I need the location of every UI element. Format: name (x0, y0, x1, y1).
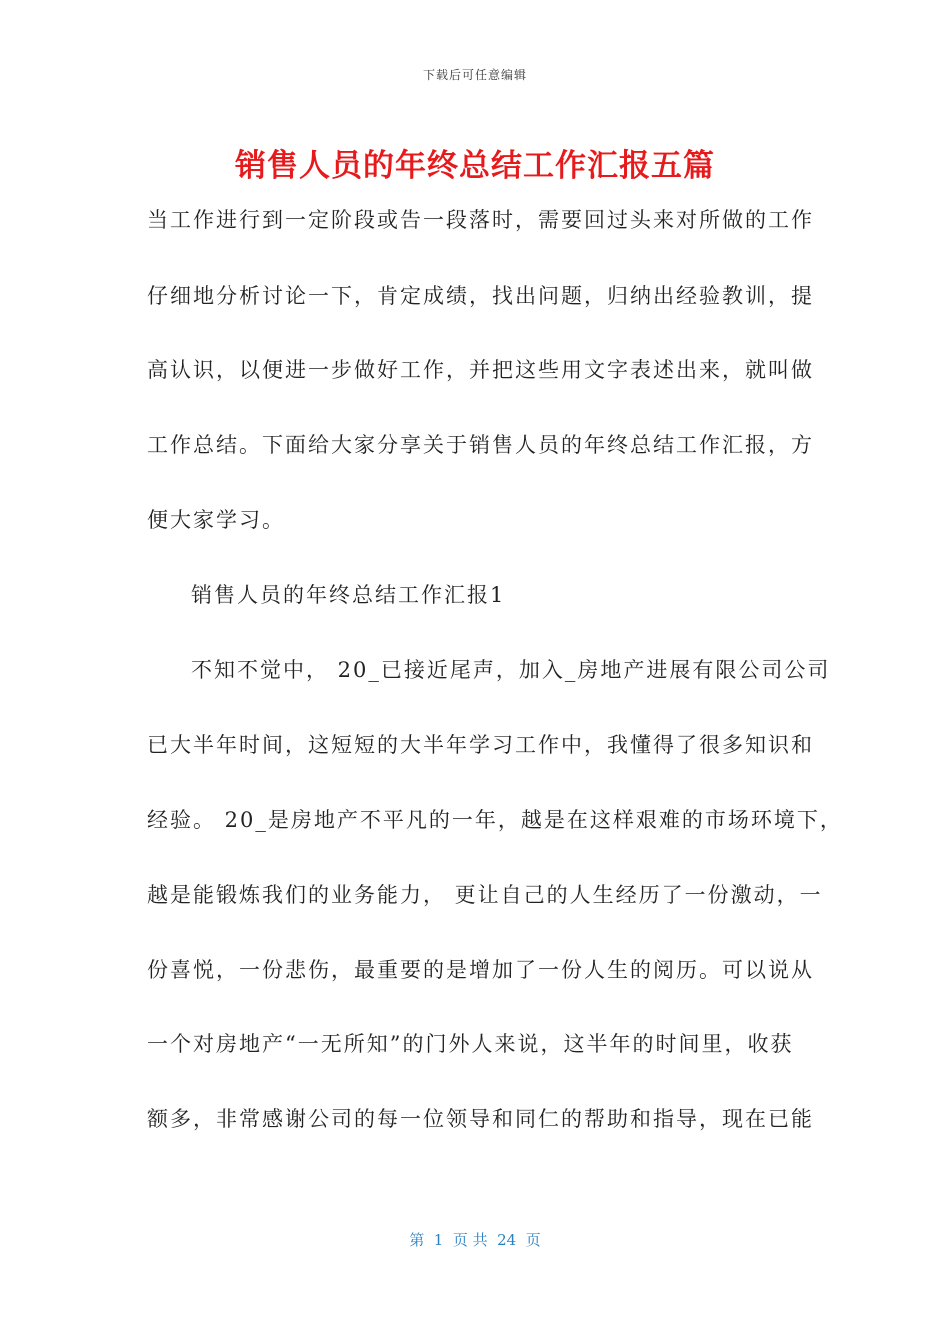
document-title: 销售人员的年终总结工作汇报五篇 (235, 148, 715, 184)
body-line: 越是能锻炼我们的业务能力， 更让自己的人生经历了一份激动，一 (147, 883, 823, 907)
body-line: 工作总结。下面给大家分享关于销售人员的年终总结工作汇报，方 (147, 433, 814, 457)
body-line: 已大半年时间，这短短的大半年学习工作中，我懂得了很多知识和 (147, 733, 814, 757)
body-line: 便大家学习。 (147, 508, 285, 532)
body-line: 不知不觉中， 20_已接近尾声，加入_房地产进展有限公司公司 (191, 658, 831, 682)
section-heading: 销售人员的年终总结工作汇报1 (191, 583, 506, 607)
body-line: 经验。 20_是房地产不平凡的一年，越是在这样艰难的市场环境下， (147, 808, 843, 832)
body-line: 仔细地分析讨论一下，肯定成绩，找出问题，归纳出经验教训，提 (147, 284, 814, 308)
body-line: 一个对房地产“一无所知”的门外人来说，这半年的时间里，收获 (147, 1032, 794, 1056)
body-line: 份喜悦，一份悲伤，最重要的是增加了一份人生的阅历。可以说从 (147, 958, 814, 982)
header-note: 下载后可任意编辑 (422, 68, 527, 82)
body-line: 额多，非常感谢公司的每一位领导和同仁的帮助和指导，现在已能 (147, 1107, 814, 1131)
body-line: 当工作进行到一定阶段或告一段落时，需要回过头来对所做的工作 (147, 208, 814, 232)
body-line: 高认识，以便进一步做好工作，并把这些用文字表述出来，就叫做 (147, 358, 814, 382)
page-number-footer: 第 1 页 共 24 页 (409, 1231, 541, 1249)
